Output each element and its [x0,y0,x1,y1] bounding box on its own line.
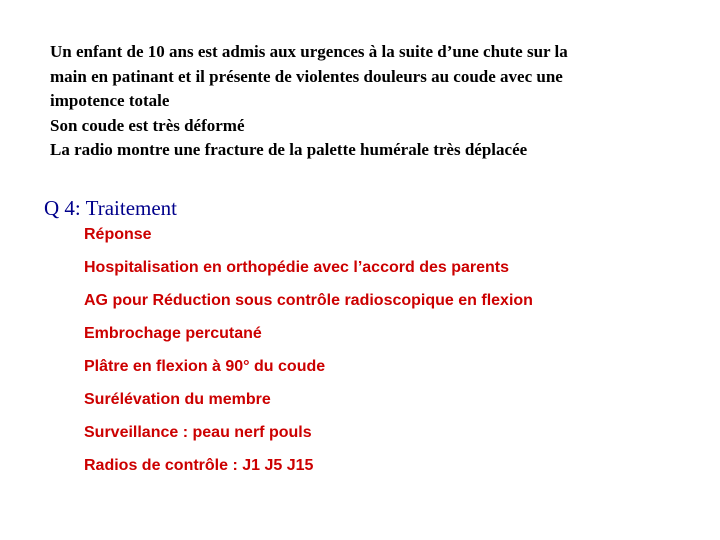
answer-item: Surveillance : peau nerf pouls [84,424,312,441]
case-line: Son coude est très déformé [50,115,245,135]
case-description [50,40,690,163]
answer-item: Plâtre en flexion à 90° du coude [84,358,326,375]
answer-item: Radios de contrôle : J1 J5 J15 [84,457,314,474]
answer-item: AG pour Réduction sous contrôle radioscopique en flexion [84,292,533,309]
answer-item: Hospitalisation en orthopédie avec l’accord des parents [84,259,510,276]
case-line: Un enfant de 10 ans est admis aux urgences à la suite d’une chute sur la [50,42,568,61]
answer-heading: Réponse [84,226,152,243]
answer-list [84,224,533,488]
case-line: impotence totale [50,91,170,110]
answer-item: Surélévation du membre [84,391,271,408]
case-line: La radio montre une fracture de la palette humérale très déplacée [50,140,528,159]
case-line: main en patinant et il présente de violentes douleurs au coude avec une [50,66,563,86]
answer-item: Embrochage percutané [84,325,262,342]
question-title: Q 4: Traitement [44,196,178,220]
